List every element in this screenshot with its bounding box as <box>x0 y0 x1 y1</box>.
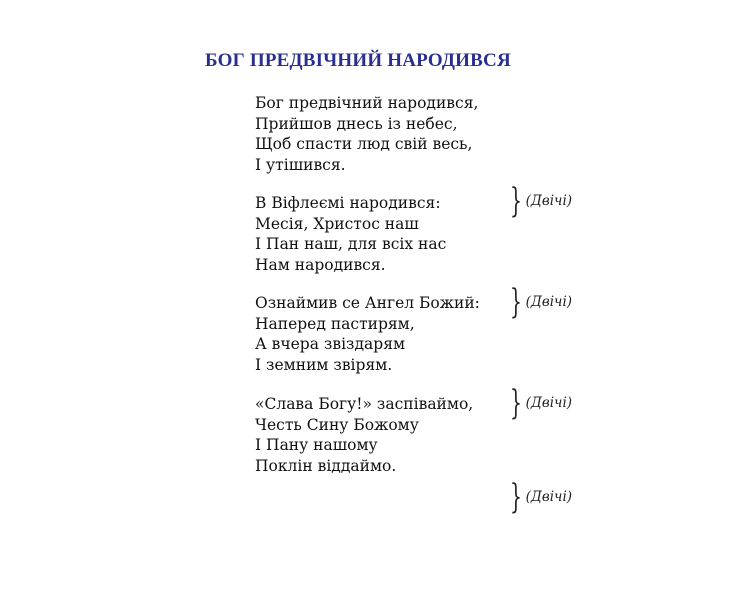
stanza-line: Бог предвічний народився, <box>255 94 479 112</box>
stanza-line: Месія, Христос наш <box>255 214 419 233</box>
stanza-line: І Пану нашому <box>255 436 378 454</box>
stanza-line: І земним звірям. <box>255 355 393 374</box>
stanza-line: Щоб спасти люд свій весь, <box>255 135 473 153</box>
repeat-label: (Двічі) <box>525 395 573 411</box>
stanza-line: Поклін віддаймо. <box>255 456 397 475</box>
repeat-label: (Двічі) <box>525 294 573 310</box>
repeat-label: (Двічі) <box>525 193 573 209</box>
repeat-marker-1 <box>510 181 573 221</box>
stanza-line: В Віфлеємі народився: <box>255 194 441 212</box>
stanza-line: «Слава Богу!» заспіваймо, <box>255 395 474 413</box>
repeat-marker-2 <box>510 282 573 322</box>
stanza-line: Честь Сину Божому <box>255 415 419 434</box>
brace-icon: } <box>510 181 522 221</box>
stanza-3 <box>255 293 480 375</box>
stanza-line: А вчера звіздарям <box>255 335 406 353</box>
stanza-4 <box>255 394 473 476</box>
stanza-line: І Пан наш, для всіх нас <box>255 235 447 253</box>
repeat-marker-4 <box>510 477 573 517</box>
brace-icon: } <box>510 477 522 517</box>
brace-icon: } <box>510 383 522 423</box>
song-title: БОГ ПРЕДВІЧНИЙ НАРОДИВСЯ <box>205 50 511 71</box>
stanza-1 <box>255 93 478 175</box>
brace-icon: } <box>510 282 522 322</box>
stanza-line: Наперед пастирям, <box>255 314 415 333</box>
repeat-marker-3 <box>510 383 573 423</box>
stanza-2 <box>255 193 446 275</box>
repeat-label: (Двічі) <box>525 489 573 505</box>
stanza-line: Нам народився. <box>255 255 386 274</box>
stanza-line: Ознаймив се Ангел Божий: <box>255 294 480 312</box>
stanza-line: Прийшов днесь із небес, <box>255 114 458 133</box>
stanza-line: І утішився. <box>255 155 346 174</box>
